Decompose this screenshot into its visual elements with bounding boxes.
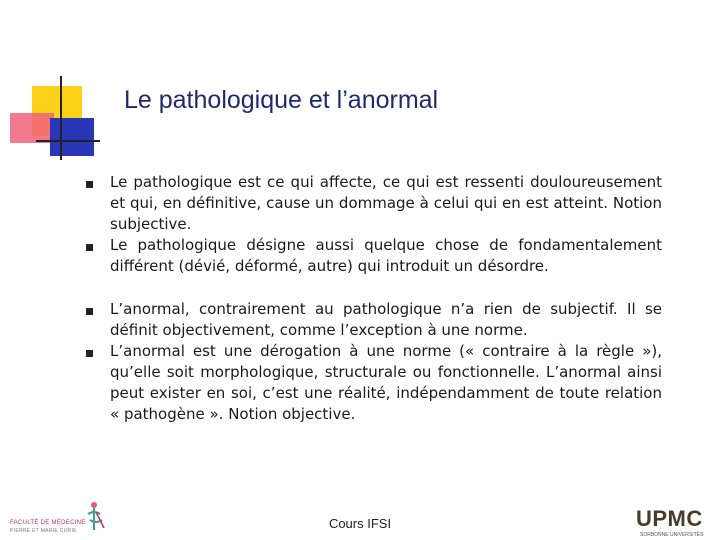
footer-text: Cours IFSI — [328, 516, 392, 531]
bullet-text: L’anormal, contrairement au pathologique n’a rien de subjectif. Il se définit objectivement, comme l’exception à une norme. — [110, 300, 662, 339]
faculty-logo-subtext: PIERRE ET MARIE CURIE — [10, 528, 77, 534]
bullet-list — [82, 172, 662, 425]
bullet-item — [82, 235, 662, 277]
bullet-item — [82, 299, 662, 341]
bullet-square-icon — [86, 350, 93, 357]
decor-vertical-line — [60, 76, 62, 160]
slide-title: Le pathologique et l’anormal — [124, 86, 439, 114]
bullet-square-icon — [86, 244, 93, 251]
decor-red-square — [10, 113, 54, 143]
bullet-text: Le pathologique est ce qui affecte, ce qui est ressenti douloureusement et qui, en définitive, cause un dommage à celui qui en est atteint. Notion subjective. — [110, 173, 662, 233]
decor-horizontal-line — [36, 140, 100, 142]
bullet-square-icon — [86, 308, 93, 315]
upmc-logo — [636, 506, 716, 538]
bullet-square-icon — [86, 181, 93, 188]
bullet-text: L’anormal est une dérogation à une norme (« contraire à la règle »), qu’elle soit morphologique, structurale ou fonctionnelle. L’anormal ainsi peut exister en soi, c’est une réalité, indépendamment de toute relation « pathogène ». Notion objective. — [110, 342, 662, 423]
decor-blue-square — [50, 118, 94, 156]
upmc-logo-text: UPMC — [636, 506, 703, 531]
bullet-item — [82, 341, 662, 425]
upmc-logo-subtext: SORBONNE UNIVERSITÉS — [640, 532, 704, 538]
bullet-text: Le pathologique désigne aussi quelque chose de fondamentalement différent (dévié, déformé, autre) qui introduit un désordre. — [110, 236, 662, 275]
faculty-logo-text: FACULTÉ DE MÉDECINE — [10, 520, 86, 526]
bullet-item — [82, 172, 662, 235]
